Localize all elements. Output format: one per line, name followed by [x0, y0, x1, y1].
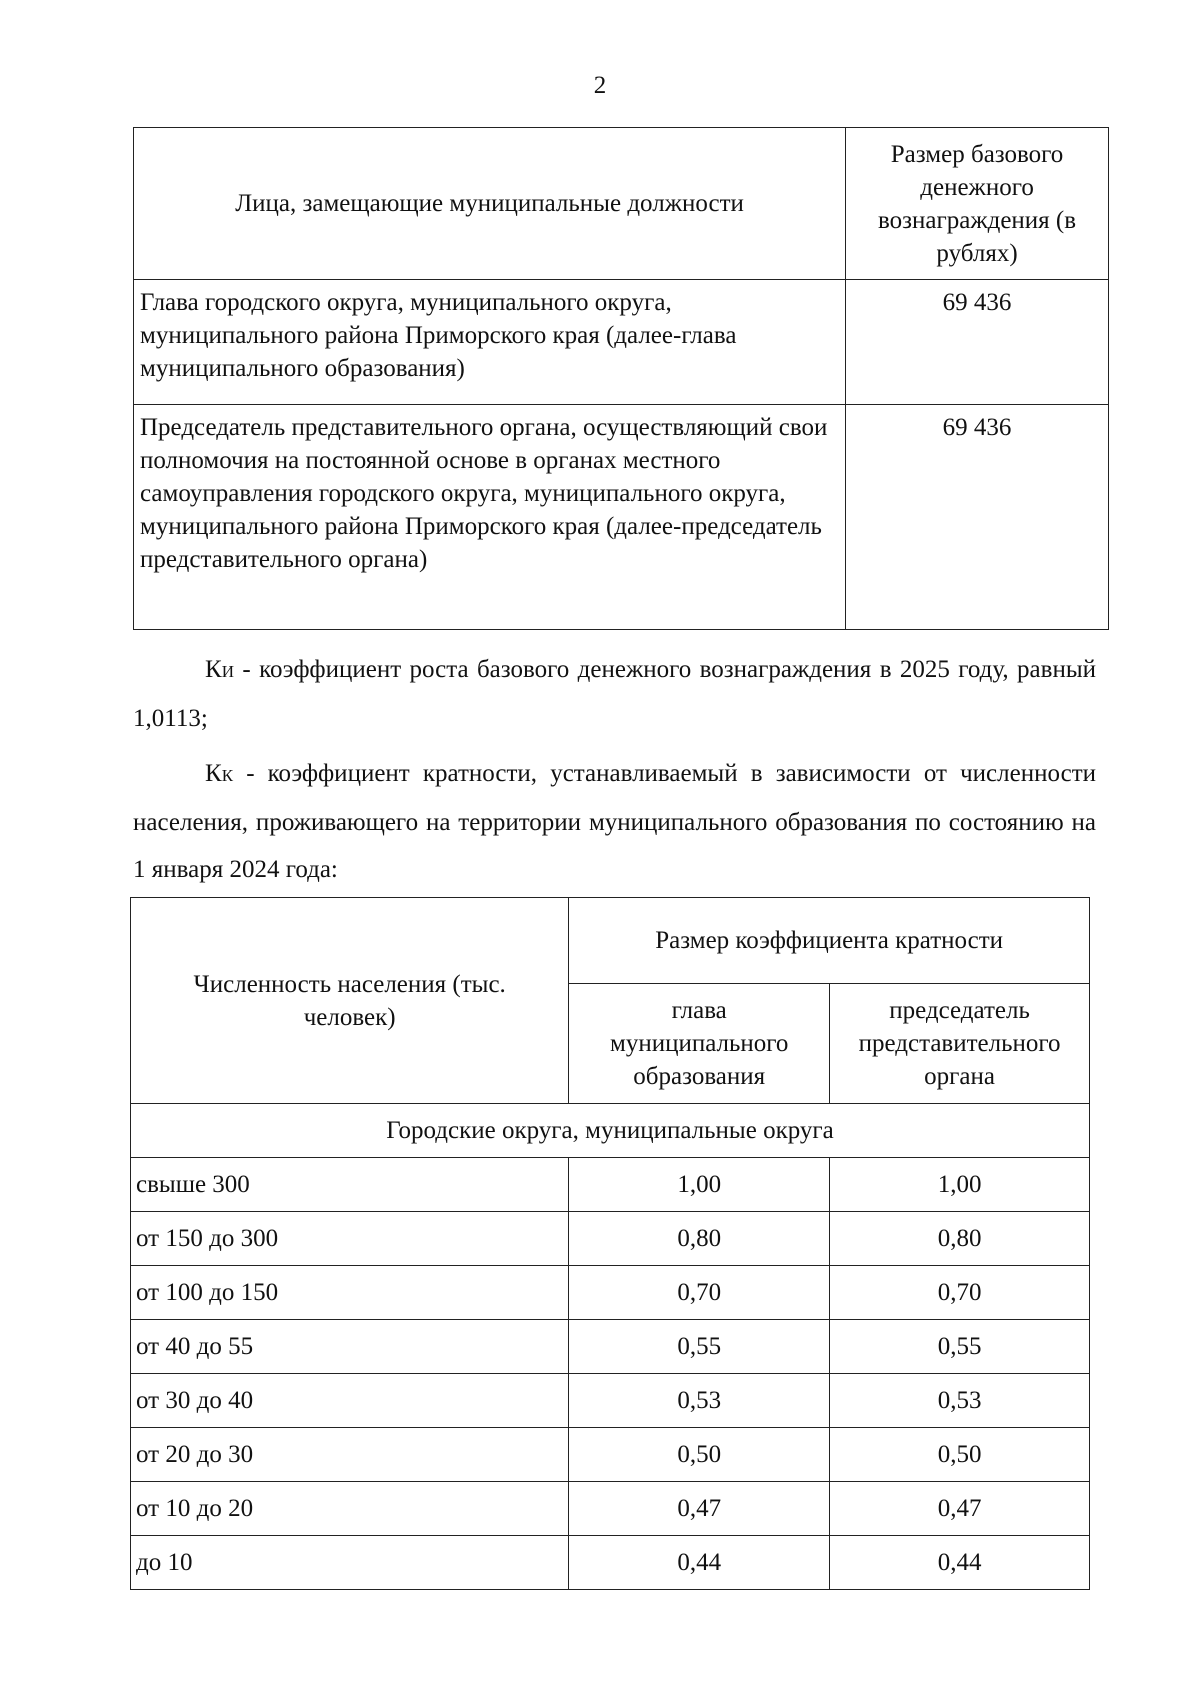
head-coef: 0,50 [569, 1428, 830, 1482]
kk-text: - коэффициент кратности, устанавливаемый в зависимости от численности населения, проживающего на территории муниципального образования по состоянию на 1 января 2024 года: [133, 760, 1096, 883]
population-range: от 100 до 150 [131, 1266, 569, 1320]
header-head: глава муниципального образования [569, 984, 830, 1104]
page-number: 2 [593, 72, 607, 99]
table-row [131, 1482, 1090, 1536]
head-coef: 0,53 [569, 1374, 830, 1428]
chairman-coef: 0,47 [830, 1482, 1090, 1536]
chairman-coef: 0,80 [830, 1212, 1090, 1266]
head-coef: 0,55 [569, 1320, 830, 1374]
header-chairman: председатель представительного органа [830, 984, 1090, 1104]
kk-subscript: К [221, 766, 234, 785]
population-range: от 150 до 300 [131, 1212, 569, 1266]
population-range: от 10 до 20 [131, 1482, 569, 1536]
head-coef: 0,70 [569, 1266, 830, 1320]
position-cell: Председатель представительного органа, осуществляющий свои полномочия на постоянной основе в органах местного самоуправления городского округа, муниципального округа, муниципального района Приморского края (далее-председатель представительного органа) [134, 405, 846, 630]
head-coef: 0,80 [569, 1212, 830, 1266]
paragraph-ki [133, 646, 1096, 742]
population-range: от 20 до 30 [131, 1428, 569, 1482]
chairman-coef: 0,55 [830, 1320, 1090, 1374]
head-coef: 1,00 [569, 1158, 830, 1212]
coefficient-table [130, 897, 1090, 1590]
section-row [131, 1104, 1090, 1158]
ki-subscript: И [221, 662, 234, 681]
table-row [131, 1158, 1090, 1212]
amount-cell: 69 436 [846, 280, 1109, 405]
table-row [131, 1428, 1090, 1482]
header-coef-group: Размер коэффициента кратности [569, 898, 1090, 984]
chairman-coef: 1,00 [830, 1158, 1090, 1212]
population-range: до 10 [131, 1536, 569, 1590]
population-range: свыше 300 [131, 1158, 569, 1212]
ki-text: - коэффициент роста базового денежного вознаграждения в 2025 году, равный 1,0113; [133, 656, 1096, 732]
chairman-coef: 0,44 [830, 1536, 1090, 1590]
amount-cell: 69 436 [846, 405, 1109, 630]
table-row [134, 405, 1109, 630]
table-row [131, 1536, 1090, 1590]
table-row [131, 1374, 1090, 1428]
table-row [131, 1320, 1090, 1374]
head-coef: 0,44 [569, 1536, 830, 1590]
section-title: Городские округа, муниципальные округа [131, 1104, 1090, 1158]
header-population: Численность населения (тыс. человек) [131, 898, 569, 1104]
header-position: Лица, замещающие муниципальные должности [134, 128, 846, 280]
table-header-row [134, 128, 1109, 280]
table-row [131, 1266, 1090, 1320]
table-row [131, 1212, 1090, 1266]
header-amount: Размер базового денежного вознаграждения (в рублях) [846, 128, 1109, 280]
head-coef: 0,47 [569, 1482, 830, 1536]
table-row [134, 280, 1109, 405]
position-cell: Глава городского округа, муниципального округа, муниципального района Приморского края (далее-глава муниципального образования) [134, 280, 846, 405]
base-salary-table [133, 127, 1109, 630]
population-range: от 30 до 40 [131, 1374, 569, 1428]
paragraph-kk [133, 750, 1096, 893]
chairman-coef: 0,53 [830, 1374, 1090, 1428]
ki-symbol: К [205, 656, 222, 683]
table-header-row [131, 898, 1090, 984]
chairman-coef: 0,70 [830, 1266, 1090, 1320]
population-range: от 40 до 55 [131, 1320, 569, 1374]
chairman-coef: 0,50 [830, 1428, 1090, 1482]
kk-symbol: К [205, 760, 222, 787]
